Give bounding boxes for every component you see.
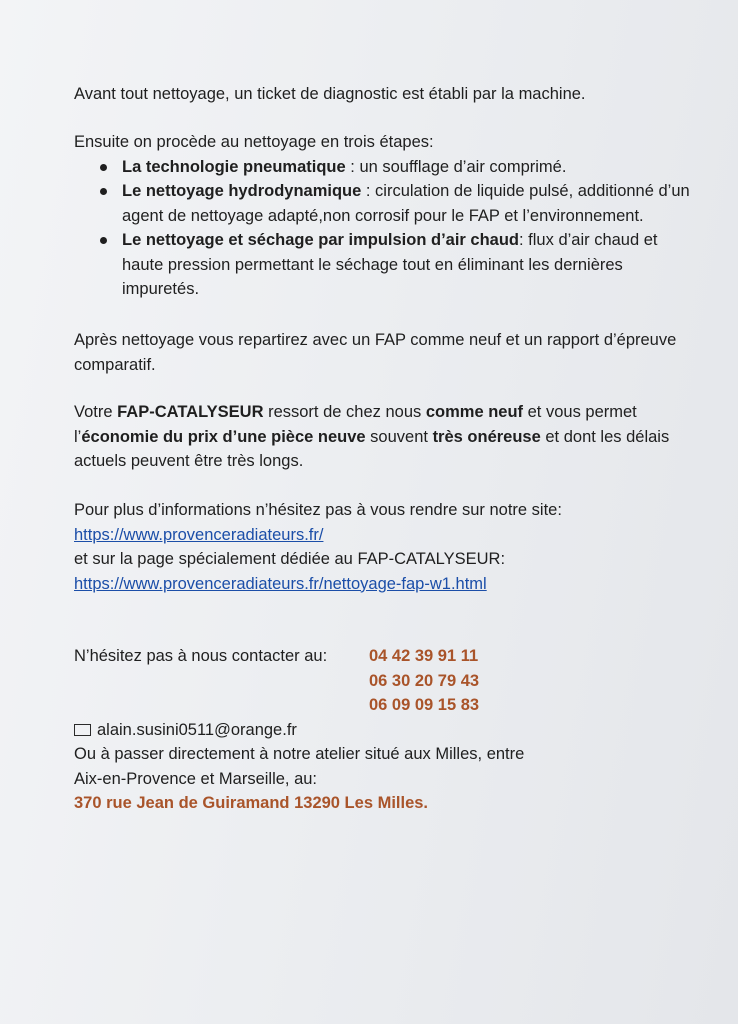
steps-section bbox=[74, 130, 694, 302]
envelope-icon bbox=[74, 724, 91, 736]
step-text: : un soufflage d’air comprimé. bbox=[345, 157, 567, 176]
info-line: et sur la page spécialement dédiée au FAP-CATALYSEUR: bbox=[74, 550, 506, 568]
phone-number[interactable]: 06 30 20 79 43 bbox=[369, 671, 480, 690]
benefits-text: Votre bbox=[74, 403, 118, 421]
steps-list bbox=[74, 155, 694, 302]
atelier-section bbox=[74, 742, 524, 816]
email-address[interactable]: alain.susini0511@orange.fr bbox=[97, 721, 297, 739]
benefits-bold: comme neuf bbox=[425, 403, 524, 421]
benefits-bold: économie du prix d’une pièce neuve bbox=[81, 427, 366, 446]
website-link[interactable]: https://www.provenceradiateurs.fr/ bbox=[74, 525, 324, 544]
benefits-text: et dont les délais actuels peuvent être très longs. bbox=[74, 427, 670, 470]
benefits-text: souvent bbox=[365, 427, 433, 446]
atelier-line: Aix-en-Provence et Marseille, au: bbox=[74, 769, 318, 788]
email-row bbox=[74, 718, 297, 743]
step-item-hydrodynamique bbox=[74, 179, 694, 228]
fap-page-link[interactable]: https://www.provenceradiateurs.fr/nettoyage-fap-w1.html bbox=[74, 574, 487, 593]
benefits-text: ressort de chez nous bbox=[263, 403, 426, 421]
intro-paragraph: Avant tout nettoyage, un ticket de diagnostic est établi par la machine. bbox=[74, 85, 586, 103]
step-text: : flux d’air chaud et haute pression permettant le séchage tout en éliminant les dernières impuretés. bbox=[122, 231, 658, 298]
step-item-sechage bbox=[74, 228, 694, 302]
contact-label: N’hésitez pas à nous contacter au: bbox=[74, 647, 328, 665]
step-title: Le nettoyage hydrodynamique bbox=[122, 182, 362, 200]
contact-section bbox=[74, 644, 694, 718]
benefits-text: et vous permet l’ bbox=[74, 403, 637, 446]
phone-number[interactable]: 06 09 09 15 83 bbox=[369, 696, 480, 714]
benefits-bold: très onéreuse bbox=[432, 427, 541, 446]
step-item-pneumatique bbox=[74, 155, 694, 180]
steps-lead: Ensuite on procède au nettoyage en trois étapes: bbox=[74, 133, 434, 151]
benefits-paragraph bbox=[74, 400, 684, 474]
info-line: Pour plus d’informations n’hésitez pas à vous rendre sur notre site: bbox=[74, 501, 562, 519]
step-title: Le nettoyage et séchage par impulsion d’air chaud bbox=[122, 231, 520, 249]
info-section bbox=[74, 498, 562, 596]
step-title: La technologie pneumatique bbox=[122, 157, 346, 176]
after-cleaning-paragraph: Après nettoyage vous repartirez avec un FAP comme neuf et un rapport d’épreuve comparatif. bbox=[74, 331, 677, 374]
benefits-bold: FAP-CATALYSEUR bbox=[117, 403, 264, 421]
atelier-address: 370 rue Jean de Guiramand 13290 Les Milles. bbox=[74, 794, 429, 812]
phone-number[interactable]: 04 42 39 91 11 bbox=[369, 647, 479, 665]
atelier-line: Ou à passer directement à notre atelier situé aux Milles, entre bbox=[74, 745, 525, 763]
step-text: : circulation de liquide pulsé, additionné d’un agent de nettoyage adapté,non corrosif pour le FAP et l’environnement. bbox=[122, 182, 690, 225]
